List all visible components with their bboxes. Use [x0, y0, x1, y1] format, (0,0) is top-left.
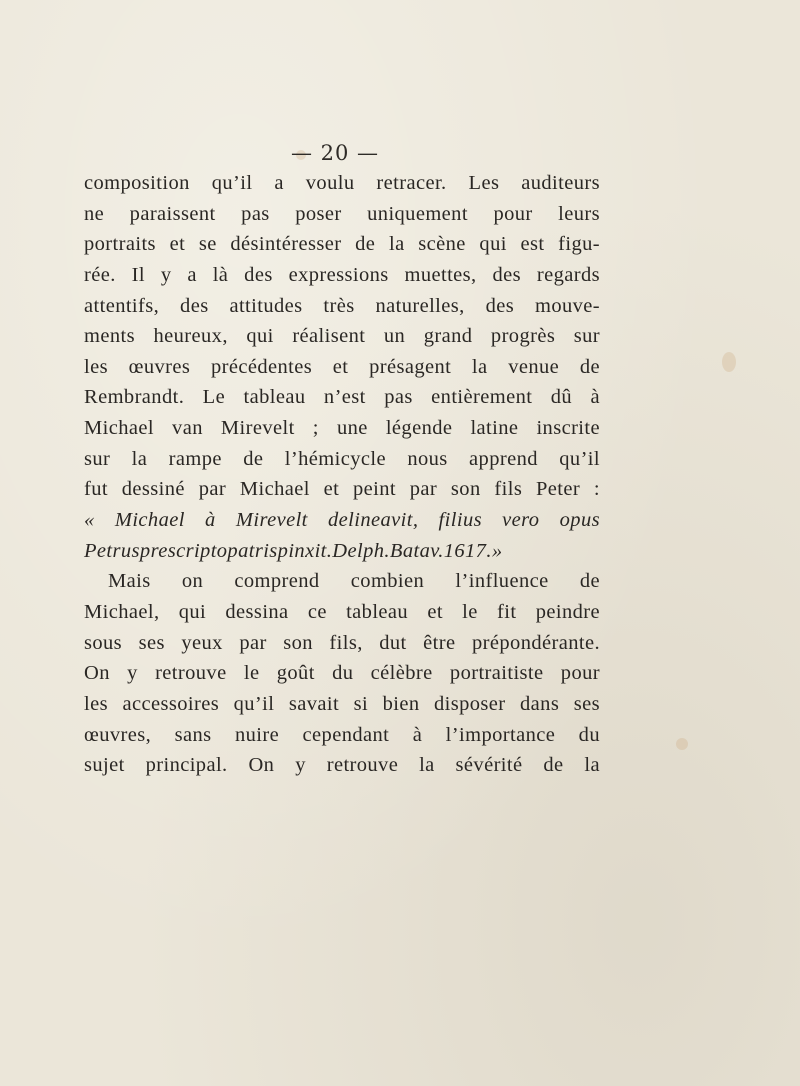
text-line: sur la rampe de l’hémicycle nous apprend qu’il: [84, 447, 600, 470]
text-line: Michael, qui dessina ce tableau et le fit peindre: [84, 600, 600, 623]
text-line: Mais on comprend combien l’influence de: [108, 570, 600, 593]
text-line: Rembrandt. Le tableau n’est pas entièrement dû à: [84, 386, 600, 409]
foxing-spot: [676, 738, 688, 750]
text-line: Michael van Mirevelt ; une légende latine inscrite: [84, 417, 600, 440]
text-line: rée. Il y a là des expressions muettes, des regards: [84, 263, 600, 286]
text-line: ments heureux, qui réalisent un grand progrès sur: [84, 325, 600, 348]
text-line: fut dessiné par Michael et peint par son fils Peter :: [84, 478, 600, 501]
page-number: — 20 —: [290, 141, 380, 165]
text-line: attentifs, des attitudes très naturelles, des mouve-: [84, 294, 600, 317]
text-line: Petrusprescriptopatrispinxit.Delph.Batav.1617.»: [84, 539, 503, 562]
text-line: ne paraissent pas poser uniquement pour leurs: [84, 202, 600, 225]
text-line: composition qu’il a voulu retracer. Les auditeurs: [84, 172, 600, 194]
foxing-spot: [722, 352, 736, 372]
text-line: On y retrouve le goût du célèbre portraitiste pour: [84, 662, 600, 685]
text-line: « Michael à Mirevelt delineavit, filius vero opus: [84, 509, 600, 532]
text-line: sujet principal. On y retrouve la sévérité de la: [84, 754, 600, 777]
text-line: les accessoires qu’il savait si bien disposer dans ses: [84, 692, 600, 715]
body-text: [84, 168, 600, 781]
text-line: les œuvres précédentes et présagent la venue de: [84, 355, 600, 378]
text-line: sous ses yeux par son fils, dut être prépondérante.: [84, 631, 600, 654]
text-line: œuvres, sans nuire cependant à l’importance du: [84, 723, 600, 746]
text-line: portraits et se désintéresser de la scène qui est figu-: [84, 233, 600, 256]
